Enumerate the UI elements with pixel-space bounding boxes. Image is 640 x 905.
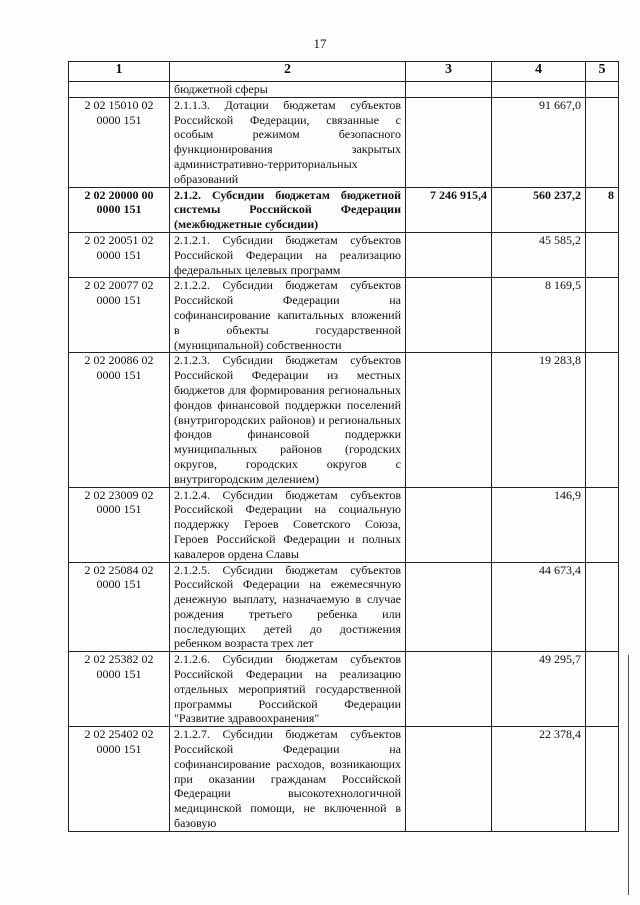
row-code: 2 02 15010 02 0000 151 [69, 97, 170, 187]
table-row [69, 97, 619, 187]
row-col3 [406, 487, 492, 562]
row-col3 [406, 278, 492, 353]
row-col4: 45 585,2 [492, 232, 586, 277]
row-col3: 7 246 915,4 [406, 187, 492, 232]
row-col5 [586, 562, 619, 652]
row-col3 [406, 727, 492, 832]
row-description: 2.1.1.3. Дотации бюджетам субъектов Российской Федерации, связанные с особым режимом безопасного функционирования закрытых административно-территориальных образований [170, 97, 406, 187]
row-col5 [586, 97, 619, 187]
row-col5 [586, 652, 619, 727]
column-header-1: 1 [69, 62, 170, 82]
scan-edge-line [628, 655, 629, 895]
table-row [69, 652, 619, 727]
row-col4: 22 378,4 [492, 727, 586, 832]
row-code: 2 02 25084 02 0000 151 [69, 562, 170, 652]
row-code: 2 02 25402 02 0000 151 [69, 727, 170, 832]
table-row [69, 727, 619, 832]
row-description: 2.1.2.4. Субсидии бюджетам субъектов Российской Федерации на социальную поддержку Героев Советского Союза, Героев Российской Федерации и полных кавалеров ордена Славы [170, 487, 406, 562]
row-code: 2 02 20000 00 0000 151 [69, 187, 170, 232]
column-header-2: 2 [170, 62, 406, 82]
row-description: бюджетной сферы [170, 82, 406, 98]
row-code: 2 02 20086 02 0000 151 [69, 353, 170, 487]
row-col5 [586, 727, 619, 832]
row-col3 [406, 82, 492, 98]
row-col5 [586, 82, 619, 98]
row-description: 2.1.2.7. Субсидии бюджетам субъектов Российской Федерации на софинансирование расходов, возникающих при оказании гражданам Российской Федерации высокотехнологичной медицинской помощи, не включенной в базовую [170, 727, 406, 832]
row-col4: 146,9 [492, 487, 586, 562]
column-header-5: 5 [586, 62, 619, 82]
row-description: 2.1.2.3. Субсидии бюджетам субъектов Российской Федерации из местных бюджетов для формирования региональных фондов финансовой поддержки поселений (внутригородских районов) и региональных фондов финансовой поддержки муниципальных районов (городских округов, городских округов с внутригородским делением) [170, 353, 406, 487]
row-code: 2 02 25382 02 0000 151 [69, 652, 170, 727]
row-col4: 560 237,2 [492, 187, 586, 232]
row-col4: 44 673,4 [492, 562, 586, 652]
page-number: 17 [313, 36, 327, 51]
table-row [69, 278, 619, 353]
table-row [69, 232, 619, 277]
row-col5 [586, 278, 619, 353]
row-col4: 8 169,5 [492, 278, 586, 353]
row-code [69, 82, 170, 98]
row-code: 2 02 20077 02 0000 151 [69, 278, 170, 353]
row-description: 2.1.2.6. Субсидии бюджетам субъектов Российской Федерации на реализацию отдельных мероприятий государственной программы Российской Федерации "Развитие здравоохранения" [170, 652, 406, 727]
row-col4: 91 667,0 [492, 97, 586, 187]
budget-table [68, 61, 619, 832]
row-description: 2.1.2. Субсидии бюджетам бюджетной системы Российской Федерации (межбюджетные субсидии) [170, 187, 406, 232]
row-col3 [406, 562, 492, 652]
row-col5 [586, 232, 619, 277]
row-description: 2.1.2.2. Субсидии бюджетам субъектов Российской Федерации на софинансирование капитальных вложений в объекты государственной (муниципальной) собственности [170, 278, 406, 353]
column-header-4: 4 [492, 62, 586, 82]
row-col3 [406, 353, 492, 487]
column-header-3: 3 [406, 62, 492, 82]
table-header-row [69, 62, 619, 82]
row-code: 2 02 20051 02 0000 151 [69, 232, 170, 277]
row-col5 [586, 353, 619, 487]
row-col3 [406, 652, 492, 727]
row-col3 [406, 97, 492, 187]
row-col4: 49 295,7 [492, 652, 586, 727]
row-col3 [406, 232, 492, 277]
table-row [69, 82, 619, 98]
row-code: 2 02 23009 02 0000 151 [69, 487, 170, 562]
row-col5 [586, 487, 619, 562]
table-row [69, 353, 619, 487]
row-description: 2.1.2.1. Субсидии бюджетам субъектов Российской Федерации на реализацию федеральных целевых программ [170, 232, 406, 277]
table-row [69, 562, 619, 652]
row-col5: 8 [586, 187, 619, 232]
table-row [69, 487, 619, 562]
row-description: 2.1.2.5. Субсидии бюджетам субъектов Российской Федерации на ежемесячную денежную выплату, назначаемую в случае рождения третьего ребенка или последующих детей до достижения ребенком возраста трех лет [170, 562, 406, 652]
row-col4 [492, 82, 586, 98]
row-col4: 19 283,8 [492, 353, 586, 487]
table-row-subtotal [69, 187, 619, 232]
